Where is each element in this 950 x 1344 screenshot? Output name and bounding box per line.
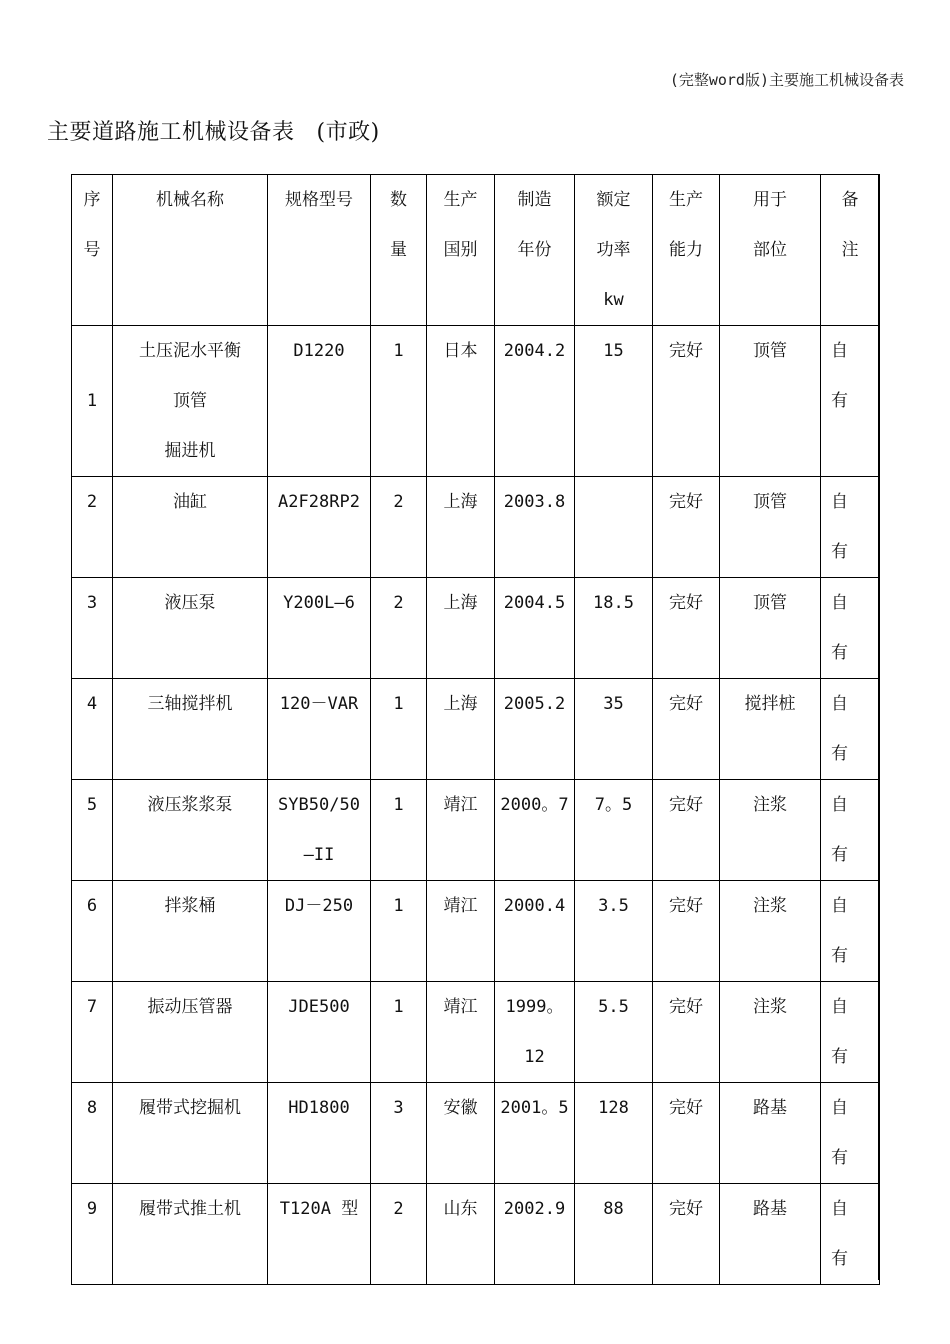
cell-year: 1999。 12 xyxy=(495,982,575,1083)
cell-name: 液压浆浆泵 xyxy=(113,780,268,881)
table-row xyxy=(72,679,880,780)
cell-capacity: 完好 xyxy=(653,578,720,679)
cell-model: A2F28RP2 xyxy=(268,477,371,578)
cell-power: 128 xyxy=(575,1083,653,1184)
document-title xyxy=(47,115,380,146)
cell-usage: 注浆 xyxy=(720,982,821,1083)
cell-note: 自 有 xyxy=(821,1184,880,1285)
cell-origin: 日本 xyxy=(427,326,495,477)
header-model: 规格型号 xyxy=(268,175,371,326)
cell-model: SYB50/50 —II xyxy=(268,780,371,881)
cell-usage: 注浆 xyxy=(720,881,821,982)
cell-year: 2002.9 xyxy=(495,1184,575,1285)
cell-power: 5.5 xyxy=(575,982,653,1083)
cell-usage: 搅拌桩 xyxy=(720,679,821,780)
table-row xyxy=(72,326,880,477)
table-header-row xyxy=(72,175,880,326)
table-right-edge-line xyxy=(878,174,880,1280)
cell-no: 4 xyxy=(72,679,113,780)
cell-qty: 2 xyxy=(371,477,427,578)
table-row xyxy=(72,881,880,982)
cell-usage: 顶管 xyxy=(720,578,821,679)
cell-qty: 1 xyxy=(371,780,427,881)
cell-power: 7。5 xyxy=(575,780,653,881)
cell-qty: 1 xyxy=(371,881,427,982)
cell-usage: 路基 xyxy=(720,1184,821,1285)
cell-qty: 1 xyxy=(371,982,427,1083)
cell-model: HD1800 xyxy=(268,1083,371,1184)
cell-no: 7 xyxy=(72,982,113,1083)
cell-power: 18.5 xyxy=(575,578,653,679)
cell-origin: 上海 xyxy=(427,578,495,679)
page-header-note: (完整word版)主要施工机械设备表 xyxy=(669,71,904,89)
cell-capacity: 完好 xyxy=(653,881,720,982)
cell-model: T120A 型 xyxy=(268,1184,371,1285)
cell-origin: 上海 xyxy=(427,679,495,780)
cell-year: 2003.8 xyxy=(495,477,575,578)
table-row xyxy=(72,1083,880,1184)
cell-usage: 顶管 xyxy=(720,477,821,578)
equipment-table xyxy=(71,174,880,1285)
header-power: 额定 功率 kw xyxy=(575,175,653,326)
cell-year: 2004.5 xyxy=(495,578,575,679)
cell-qty: 1 xyxy=(371,326,427,477)
cell-note: 自 有 xyxy=(821,780,880,881)
header-name: 机械名称 xyxy=(113,175,268,326)
cell-origin: 上海 xyxy=(427,477,495,578)
cell-origin: 靖江 xyxy=(427,982,495,1083)
cell-capacity: 完好 xyxy=(653,780,720,881)
cell-capacity: 完好 xyxy=(653,1184,720,1285)
cell-note: 自 有 xyxy=(821,679,880,780)
title-main: 主要道路施工机械设备表 xyxy=(47,120,295,145)
cell-no: 2 xyxy=(72,477,113,578)
title-suffix: (市政) xyxy=(316,120,380,145)
cell-qty: 3 xyxy=(371,1083,427,1184)
cell-name: 三轴搅拌机 xyxy=(113,679,268,780)
cell-note: 自 有 xyxy=(821,477,880,578)
cell-capacity: 完好 xyxy=(653,477,720,578)
cell-name: 拌浆桶 xyxy=(113,881,268,982)
header-capacity: 生产 能力 xyxy=(653,175,720,326)
cell-note: 自 有 xyxy=(821,982,880,1083)
cell-power: 15 xyxy=(575,326,653,477)
cell-name: 履带式推土机 xyxy=(113,1184,268,1285)
cell-name: 振动压管器 xyxy=(113,982,268,1083)
cell-model: 120－VAR xyxy=(268,679,371,780)
cell-origin: 安徽 xyxy=(427,1083,495,1184)
cell-qty: 2 xyxy=(371,1184,427,1285)
cell-power: 35 xyxy=(575,679,653,780)
cell-capacity: 完好 xyxy=(653,326,720,477)
cell-no: 9 xyxy=(72,1184,113,1285)
cell-power xyxy=(575,477,653,578)
cell-name: 油缸 xyxy=(113,477,268,578)
cell-year: 2000。7 xyxy=(495,780,575,881)
cell-qty: 2 xyxy=(371,578,427,679)
cell-usage: 注浆 xyxy=(720,780,821,881)
cell-year: 2005.2 xyxy=(495,679,575,780)
table-row xyxy=(72,477,880,578)
cell-year: 2001。5 xyxy=(495,1083,575,1184)
cell-origin: 靖江 xyxy=(427,881,495,982)
cell-year: 2004.2 xyxy=(495,326,575,477)
header-origin: 生产 国别 xyxy=(427,175,495,326)
cell-name: 土压泥水平衡 顶管 掘进机 xyxy=(113,326,268,477)
cell-usage: 路基 xyxy=(720,1083,821,1184)
cell-capacity: 完好 xyxy=(653,982,720,1083)
cell-year: 2000.4 xyxy=(495,881,575,982)
table-row xyxy=(72,780,880,881)
cell-model: DJ－250 xyxy=(268,881,371,982)
cell-name: 液压泵 xyxy=(113,578,268,679)
header-no: 序 号 xyxy=(72,175,113,326)
table-row xyxy=(72,1184,880,1285)
cell-origin: 靖江 xyxy=(427,780,495,881)
cell-qty: 1 xyxy=(371,679,427,780)
header-qty: 数 量 xyxy=(371,175,427,326)
cell-capacity: 完好 xyxy=(653,1083,720,1184)
header-note: 备 注 xyxy=(821,175,880,326)
table-row xyxy=(72,982,880,1083)
cell-no: 8 xyxy=(72,1083,113,1184)
cell-note: 自 有 xyxy=(821,578,880,679)
cell-power: 3.5 xyxy=(575,881,653,982)
cell-no: 5 xyxy=(72,780,113,881)
header-year: 制造 年份 xyxy=(495,175,575,326)
cell-model: Y200L—6 xyxy=(268,578,371,679)
cell-no: 3 xyxy=(72,578,113,679)
cell-usage: 顶管 xyxy=(720,326,821,477)
cell-no: 1 xyxy=(72,326,113,477)
cell-origin: 山东 xyxy=(427,1184,495,1285)
cell-note: 自 有 xyxy=(821,326,880,477)
cell-note: 自 有 xyxy=(821,1083,880,1184)
header-usage: 用于 部位 xyxy=(720,175,821,326)
cell-power: 88 xyxy=(575,1184,653,1285)
cell-model: JDE500 xyxy=(268,982,371,1083)
cell-note: 自 有 xyxy=(821,881,880,982)
table-row xyxy=(72,578,880,679)
cell-model: D1220 xyxy=(268,326,371,477)
cell-capacity: 完好 xyxy=(653,679,720,780)
cell-name: 履带式挖掘机 xyxy=(113,1083,268,1184)
cell-no: 6 xyxy=(72,881,113,982)
